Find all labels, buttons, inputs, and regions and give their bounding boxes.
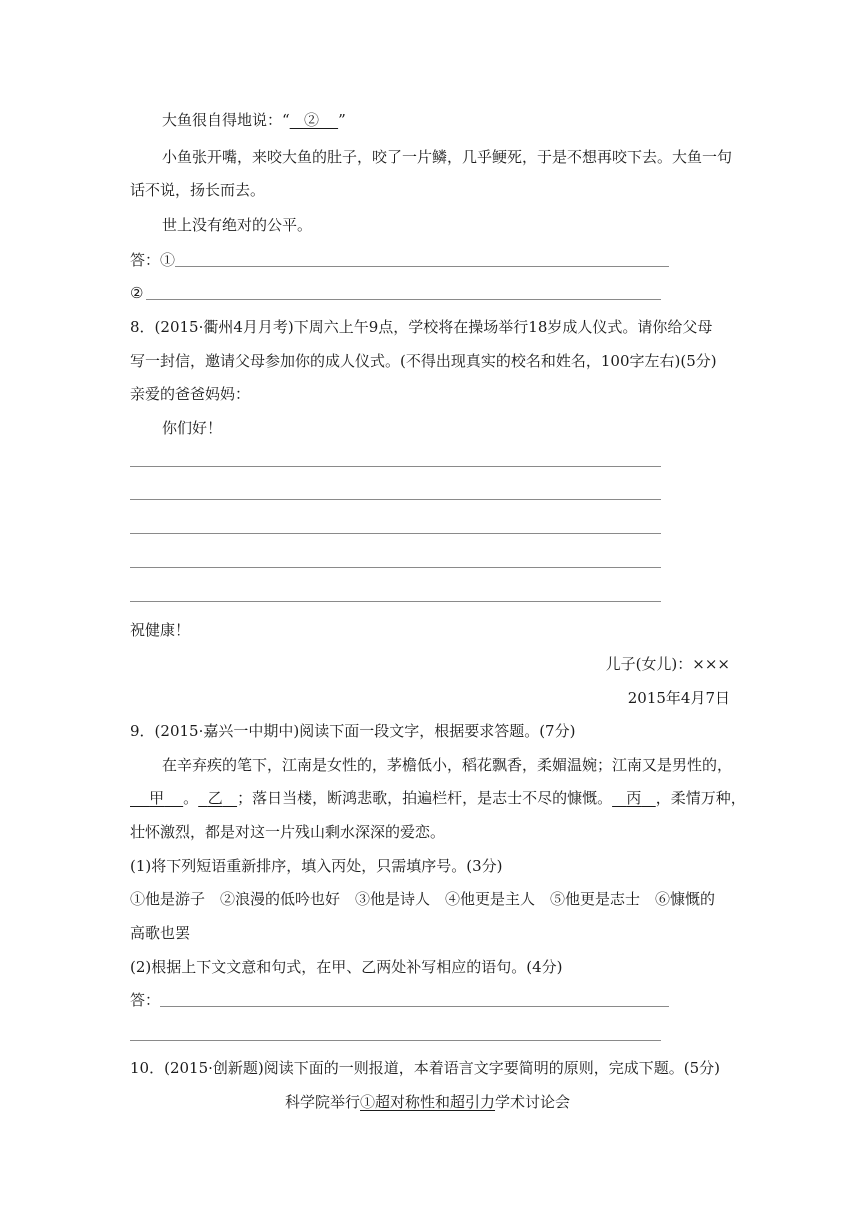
blank-jia: 甲 xyxy=(149,789,165,807)
sub-question-1: (1)将下列短语重新排序，填入丙处，只需填序号。(3分) xyxy=(130,857,503,875)
headline-underlined: ①超对称性和超引力 xyxy=(360,1093,496,1111)
dialogue-text: 大鱼很自得地说：“ xyxy=(162,111,290,129)
passage-line-blanks xyxy=(130,788,746,808)
question-9-title: 9．(2015·嘉兴一中期中)阅读下面一段文字，根据要求答题。(7分) xyxy=(130,722,576,740)
report-headline xyxy=(285,1092,570,1112)
letter-writing-line[interactable] xyxy=(130,601,661,602)
answer-blank-1[interactable] xyxy=(175,266,669,267)
letter-salutation: 亲爱的爸爸妈妈： xyxy=(130,385,251,403)
blank-bing: 丙 xyxy=(626,789,642,807)
letter-closing: 祝健康！ xyxy=(130,621,191,639)
passage-line: 壮怀激烈，都是对这一片残山剩水深深的爱恋。 xyxy=(130,823,446,841)
blank-yi: 乙 xyxy=(207,789,223,807)
letter-writing-line[interactable] xyxy=(130,466,661,467)
answer-label: 答： xyxy=(130,991,161,1009)
letter-date: 2015年4月7日 xyxy=(627,689,730,707)
headline-end: 学术讨论会 xyxy=(495,1093,571,1111)
paragraph-line: 话不说，扬长而去。 xyxy=(130,181,266,199)
passage-middle: ；落日当楼，断鸿悲歌，拍遍栏杆，是志士不尽的慷慨。 xyxy=(237,789,613,807)
dialogue-line xyxy=(162,110,346,130)
separator: 。 xyxy=(183,789,199,807)
dialogue-close-quote: ” xyxy=(338,111,346,129)
passage-line: 在辛弃疾的笔下，江南是女性的，茅檐低小，稻花飘香，柔媚温婉；江南又是男性的， xyxy=(162,756,733,774)
letter-signature: 儿子(女儿)：××× xyxy=(605,655,730,673)
paragraph-line: 世上没有绝对的公平。 xyxy=(162,216,313,234)
answer-blank[interactable] xyxy=(160,1006,669,1007)
answer-blank[interactable] xyxy=(130,1040,661,1041)
options-line-cont: 高歌也罢 xyxy=(130,924,191,942)
paragraph-line: 小鱼张开嘴，来咬大鱼的肚子，咬了一片鳞，几乎鲠死，于是不想再咬下去。大鱼一句 xyxy=(162,148,733,166)
headline-start: 科学院举行 xyxy=(285,1093,361,1111)
letter-greeting: 你们好！ xyxy=(162,419,223,437)
sub-question-2: (2)根据上下文文意和句式，在甲、乙两处补写相应的语句。(4分) xyxy=(130,958,563,976)
answer-label-1: 答：① xyxy=(130,251,176,269)
answer-blank-2[interactable] xyxy=(146,299,661,300)
question-8-title-cont: 写一封信，邀请父母参加你的成人仪式。(不得出现真实的校名和姓名，100字左右)(5分) xyxy=(130,352,717,370)
letter-writing-line[interactable] xyxy=(130,567,661,568)
blank-2: ② xyxy=(303,111,319,129)
passage-tail: ，柔情万种， xyxy=(655,789,746,807)
question-10-title: 10．(2015·创新题)阅读下面的一则报道，本着语言文字要简明的原则，完成下题。(5分) xyxy=(130,1059,720,1077)
question-8-title: 8．(2015·衢州4月月考)下周六上午9点，学校将在操场举行18岁成人仪式。请你给父母 xyxy=(130,318,713,336)
options-line: ①他是游子 ②浪漫的低吟也好 ③他是诗人 ④他更是主人 ⑤他更是志士 ⑥慷慨的 xyxy=(130,890,716,908)
answer-label-2: ② xyxy=(130,284,144,302)
letter-writing-line[interactable] xyxy=(130,533,661,534)
letter-writing-line[interactable] xyxy=(130,499,661,500)
